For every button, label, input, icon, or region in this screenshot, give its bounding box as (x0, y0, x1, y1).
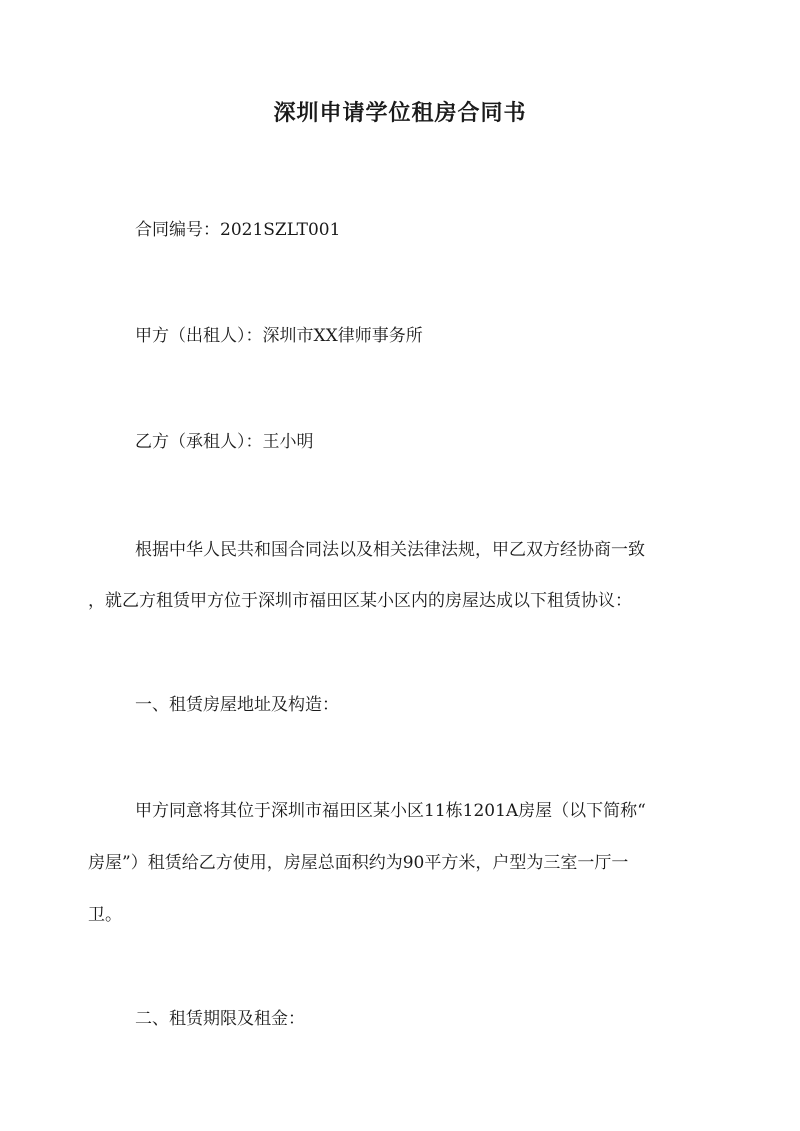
party-a: 甲方（出租人）：深圳市XX律师事务所 (135, 326, 423, 346)
section-1-heading: 一、租赁房屋地址及构造： (135, 695, 339, 715)
section-1-body-line-3: 卫。 (88, 905, 122, 925)
section-1-body-line-2: 房屋”）租赁给乙方使用，房屋总面积约为90平方米，户型为三室一厅一 (88, 853, 629, 873)
preamble-line-1: 根据中华人民共和国合同法以及相关法律法规，甲乙双方经协商一致 (135, 540, 645, 560)
document-title: 深圳申请学位租房合同书 (273, 100, 527, 126)
section-1-body-line-1: 甲方同意将其位于深圳市福田区某小区11栋1201A房屋（以下简称“ (135, 801, 646, 821)
contract-number: 合同编号：2021SZLT001 (135, 220, 341, 240)
section-2-heading: 二、租赁期限及租金： (135, 1009, 305, 1029)
preamble-line-2: ，就乙方租赁甲方位于深圳市福田区某小区内的房屋达成以下租赁协议： (88, 591, 632, 611)
party-b: 乙方（承租人）：王小明 (135, 432, 314, 452)
